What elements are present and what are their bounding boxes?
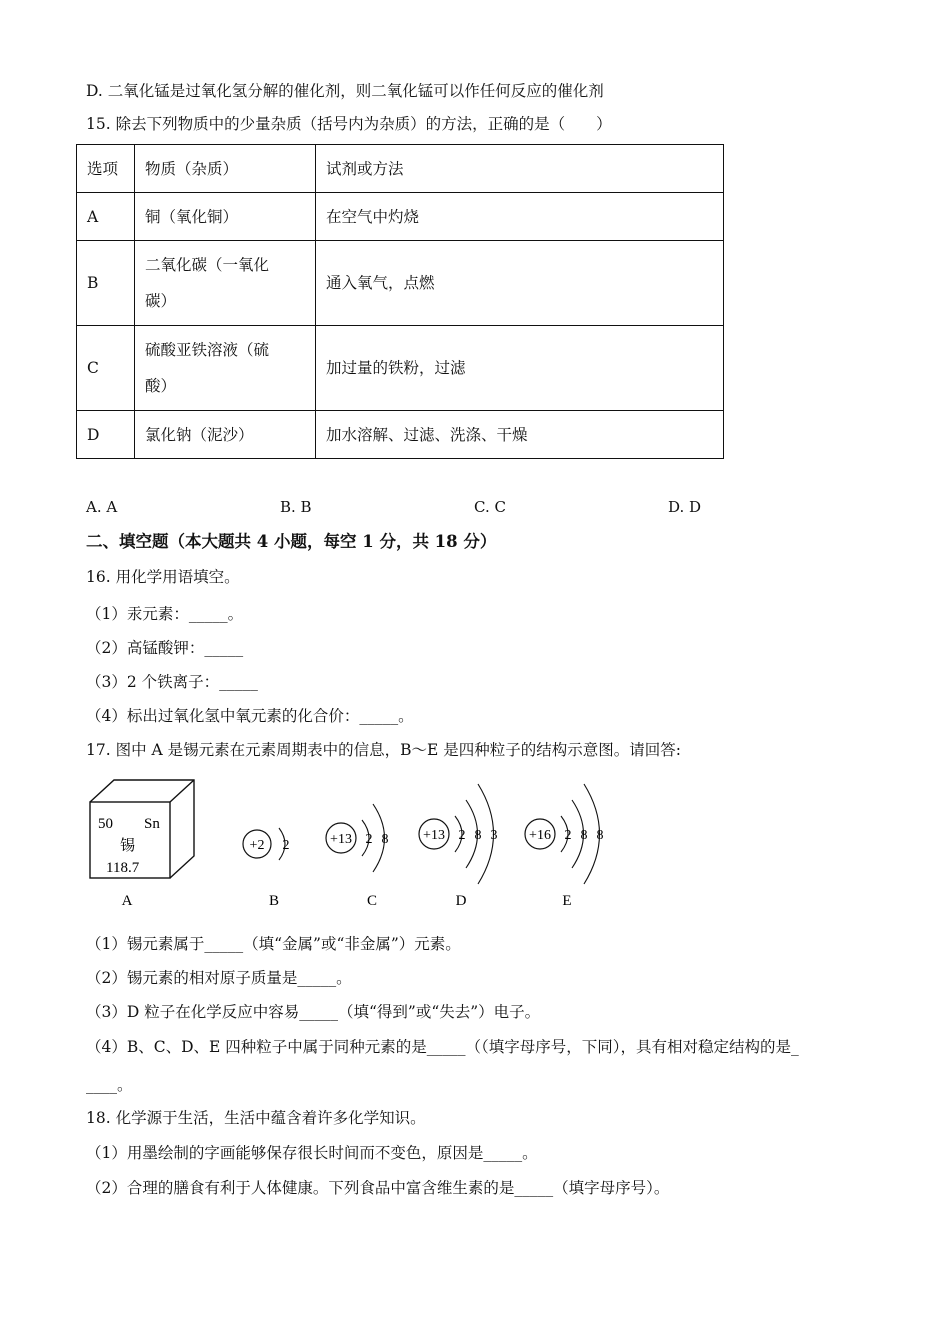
table-cell-substance [135, 193, 316, 241]
q17-item-4-continued: ____。 [86, 1076, 133, 1094]
q17-item-3: （3）D 粒子在化学反应中容易_____（填“得到”或“失去”）电子。 [86, 1003, 541, 1021]
table-cell-method: 通入氧气，点燃 [316, 241, 724, 326]
q17-item-4: （4）B、C、D、E 四种粒子中属于同种元素的是_____（（填字母序号，下同），具有相对稳定结构的是_ [86, 1038, 799, 1056]
table-header-cell: 物质（杂质） [135, 145, 316, 193]
figure-label-c: C [366, 893, 378, 909]
q16-item-1: （1）汞元素：_____。 [86, 605, 244, 623]
q16-item-4: （4）标出过氧化氢中氧元素的化合价：_____。 [86, 707, 414, 725]
table-cell-method: 加水溶解、过滤、洗涤、干燥 [316, 411, 724, 459]
substance-text: 酸） [145, 377, 177, 395]
figure-label-e: E [562, 893, 572, 909]
choice-b[interactable]: B. B [280, 498, 312, 516]
q18-stem: 18. 化学源于生活，生活中蕴含着许多化学知识。 [86, 1109, 426, 1127]
table-header-row [77, 145, 724, 193]
figure-label-d: D [455, 893, 467, 909]
table-cell-substance [135, 241, 316, 326]
substance-text: 二氧化碳（一氧化 [145, 256, 270, 274]
element-mass: 118.7 [106, 860, 140, 876]
q17-item-2: （2）锡元素的相对原子质量是_____。 [86, 969, 352, 987]
substance-text: 氯化钠（泥沙） [145, 425, 254, 444]
q18-item-1: （1）用墨绘制的字画能够保存很长时间而不变色，原因是_____。 [86, 1144, 538, 1162]
shell-electrons: 8 [474, 828, 482, 843]
shell-electrons: 2 [458, 828, 466, 843]
section2-title: 二、填空题（本大题共 4 小题，每空 1 分，共 18 分） [86, 532, 497, 551]
particle-c [326, 804, 389, 872]
table-header-cell: 选项 [77, 145, 135, 193]
shell-electrons: 8 [596, 828, 604, 843]
table-header-cell: 试剂或方法 [316, 145, 724, 193]
choice-d[interactable]: D. D [668, 498, 702, 516]
shell-electrons: 8 [381, 832, 389, 847]
substance-text: 铜（氧化铜） [145, 207, 239, 226]
table-cell-option: B [77, 241, 135, 326]
choice-a[interactable]: A. A [86, 498, 118, 516]
table-cell-substance [135, 411, 316, 459]
nucleus-label: +13 [330, 832, 352, 847]
shell-electrons: 3 [490, 828, 498, 843]
choice-c[interactable]: C. C [474, 498, 506, 516]
q17-figure [80, 770, 640, 915]
element-name: 锡 [120, 838, 136, 854]
q15-table [76, 144, 724, 459]
table-cell-option: D [77, 411, 135, 459]
q18-item-2: （2）合理的膳食有利于人体健康。下列食品中富含维生素的是_____（填字母序号）。 [86, 1179, 670, 1197]
q17-item-1: （1）锡元素属于_____（填“金属”或“非金属”）元素。 [86, 935, 461, 953]
figure-label-b: B [268, 893, 280, 909]
table-cell-substance [135, 326, 316, 411]
figure-label-a: A [121, 893, 133, 909]
q16-item-2: （2）高锰酸钾：_____ [86, 639, 244, 657]
nucleus-label: +13 [423, 828, 445, 843]
q14-option-d: D. 二氧化锰是过氧化氢分解的催化剂，则二氧化锰可以作任何反应的催化剂 [86, 82, 604, 100]
table-cell-option: A [77, 193, 135, 241]
table-cell-method: 加过量的铁粉，过滤 [316, 326, 724, 411]
substance-text: 硫酸亚铁溶液（硫 [145, 341, 270, 359]
element-symbol: Sn [144, 816, 160, 832]
shell-electrons: 2 [282, 838, 290, 853]
particle-d [419, 784, 498, 884]
table-cell-method: 在空气中灼烧 [316, 193, 724, 241]
nucleus-label: +16 [529, 828, 551, 843]
table-cell-option: C [77, 326, 135, 411]
q16-stem: 16. 用化学用语填空。 [86, 568, 240, 586]
q16-item-3: （3）2 个铁离子：_____ [86, 673, 258, 691]
particle-e [525, 784, 604, 884]
element-number: 50 [98, 816, 113, 832]
table-row [77, 411, 724, 459]
shell-electrons: 2 [365, 832, 373, 847]
shell-electrons: 2 [564, 828, 572, 843]
table-row [77, 241, 724, 326]
q17-stem: 17. 图中 A 是锡元素在元素周期表中的信息，B～E 是四种粒子的结构示意图。请回答: [86, 741, 681, 759]
table-row [77, 326, 724, 411]
substance-text: 碳） [145, 292, 177, 310]
q15-stem: 15. 除去下列物质中的少量杂质（括号内为杂质）的方法，正确的是（ ） [86, 115, 612, 133]
nucleus-label: +2 [249, 838, 265, 853]
table-row [77, 193, 724, 241]
shell-electrons: 8 [580, 828, 588, 843]
particle-b [243, 828, 290, 860]
